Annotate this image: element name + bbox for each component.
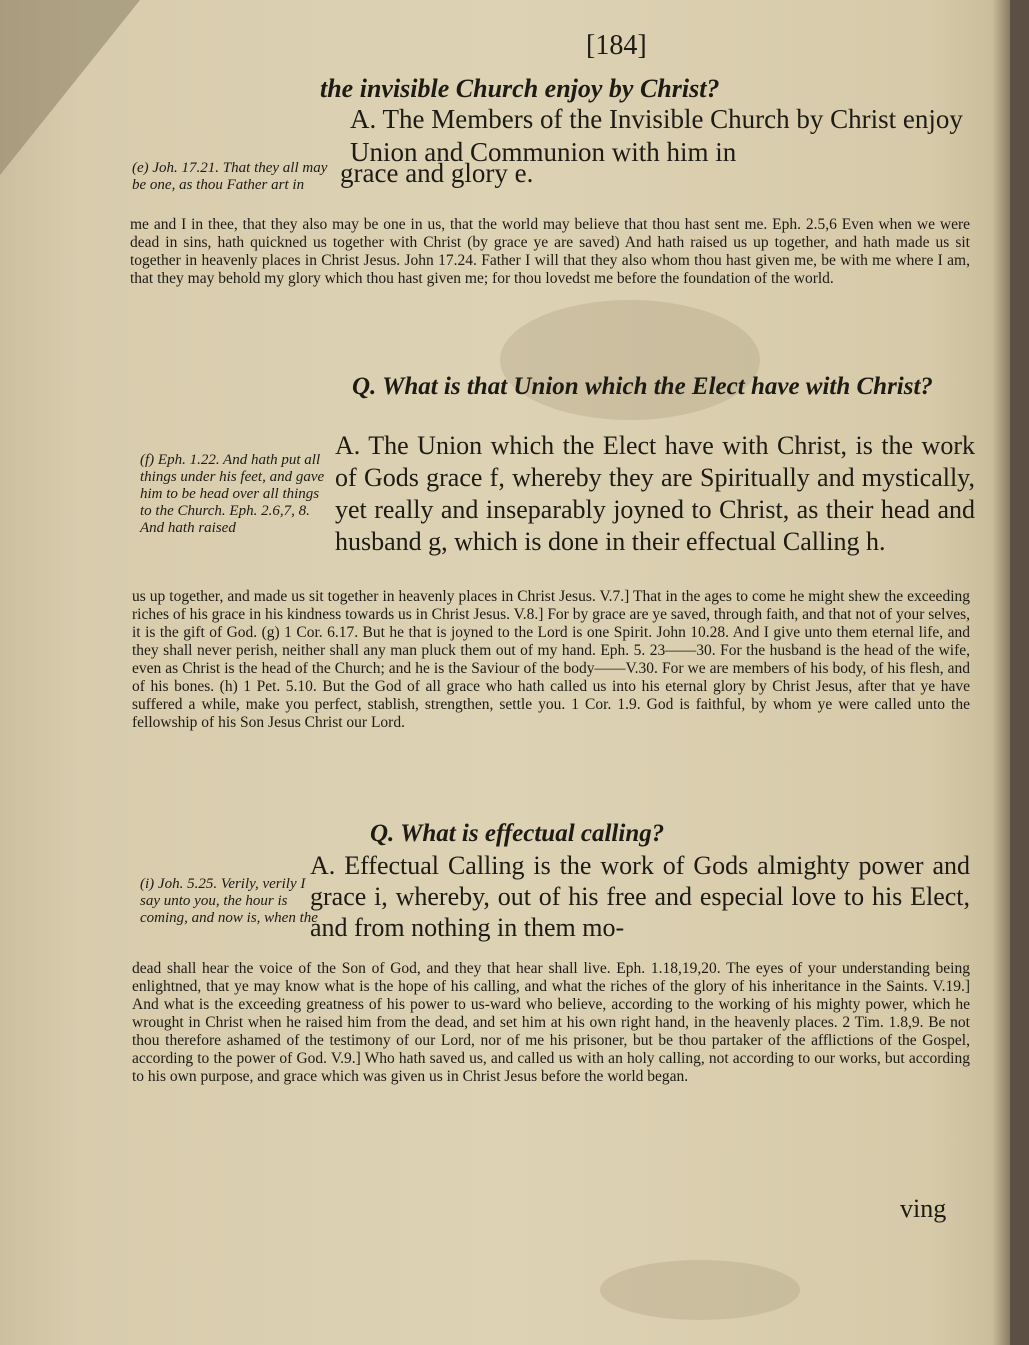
scripture-proof-text: me and I in thee, that they also may be one in us, that the world may believe that thou hast sent me. Eph. 2.5,6 Even when we were dead in sins, hath quickned us together with Christ (by grace ye are saved) And hath raised us up together, and hath made us sit together in heavenly places in Christ Jesus. John 17.24. Father I will that they also whom thou hast given me, be with me where I am, that they may behold my glory which thou hast given me; for thou lovedst me before the foundation of the world. xyxy=(130,216,970,287)
scripture-proof-text: us up together, and made us sit together in heavenly places in Christ Jesus. V.7.] That in the ages to come he might shew the exceeding riches of his grace in his kindness towards us in Christ Jesus. V.8.] For by grace are ye saved, through faith, and that not of your selves, it is the gift of God. (g) 1 Cor. 6.17. But he that is joyned to the Lord is one Spirit. John 10.28. And I give unto them eternal life, and they shall never perish, neither shall any man pluck them out of my hand. Eph. 5. 23——30. For the husband is the head of the wife, even as Christ is the head of the Church; and he is the Saviour of the body——V.30. For we are members of his body, of his flesh, and of his bones. (h) 1 Pet. 5.10. But the God of all grace who hath called us into his eternal glory by Christ Jesus, after that ye have suffered a while, make you perfect, stablish, strengthen, settle you. 1 Cor. 1.9. God is faithful, by whom ye were called unto the fellowship of his Son Jesus Christ our Lord. xyxy=(132,588,970,731)
stain xyxy=(600,1260,800,1320)
answer-text: A. Effectual Calling is the work of Gods almighty power and grace i, whereby, out of his free and especial love to his Elect, and from nothing in them mo- xyxy=(310,851,970,942)
margin-note: (i) Joh. 5.25. Verily, verily I say unto you, the hour is coming, and now is, when the xyxy=(140,876,318,926)
answer-text: A. The Union which the Elect have with Christ, is the work of Gods grace f, whereby they are Spiritually and mystically, yet really and inseparably joyned to Christ, as their head and husband g, which is done in their effectual Calling h. xyxy=(335,431,975,556)
page-number: [184] xyxy=(586,30,647,61)
question-heading: Q. What is effectual calling? xyxy=(370,820,665,847)
page-edge-shadow xyxy=(992,0,1010,1345)
question-heading: Q. What is that Union which the Elect have with Christ? xyxy=(352,373,933,400)
stain xyxy=(500,300,760,420)
catchword: ving xyxy=(900,1194,947,1223)
answer-text: A. The Members of the Invisible Church by Christ enjoy Union and Communion with him in xyxy=(350,104,963,167)
margin-note: (e) Joh. 17.21. That they all may be one, as thou Father art in xyxy=(132,160,328,193)
margin-note: (f) Eph. 1.22. And hath put all things under his feet, and gave him to be head over all things to the Church. Eph. 2.6,7, 8. And hath raised xyxy=(140,452,325,536)
question-tail: the invisible Church enjoy by Christ? xyxy=(320,74,720,103)
scripture-proof-text: dead shall hear the voice of the Son of God, and they that hear shall live. Eph. 1.18,19,20. The eyes of your understanding being enlightned, that ye may know what is the hope of his calling, and what the riches of the glory of his inheritance in the Saints. V.19.] And what is the exceeding greatness of his power to us-ward who believe, according to the working of his mighty power, which he wrought in Christ when he raised him from the dead, and set him at his own right hand, in the heavenly places. 2 Tim. 1.8,9. Be not thou therefore ashamed of the testimony of our Lord, nor of me his prisoner, but be thou partaker of the afflictions of the Gospel, according to the power of God. V.9.] Who hath saved us, and called us with an holy calling, not according to our works, but according to his own purpose, and grace which was given us in Christ Jesus before the world began. xyxy=(132,960,970,1085)
answer-text-end: grace and glory e. xyxy=(340,158,534,188)
folded-corner xyxy=(0,0,140,175)
